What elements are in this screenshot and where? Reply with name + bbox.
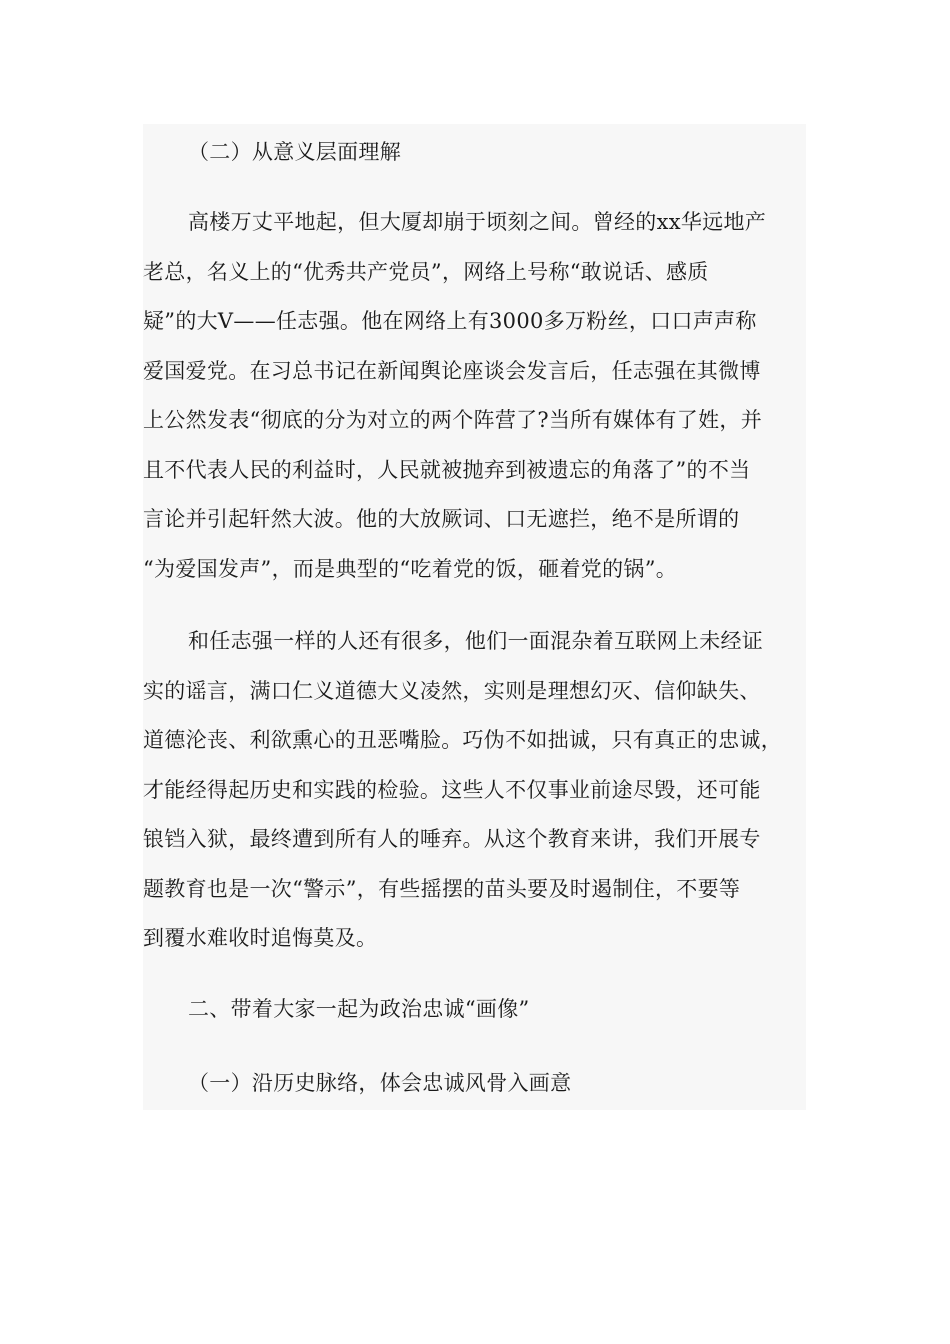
paragraph-line: 老总，名义上的“优秀共产党员”，网络上号称“敢说话、感质 — [143, 259, 709, 284]
paragraph-line: 且不代表人民的利益时，人民就被抛弃到被遗忘的角落了”的不当 — [143, 457, 751, 482]
section-heading-meaning: （二）从意义层面理解 — [188, 140, 401, 164]
paragraph-line: 才能经得起历史和实践的检验。这些人不仅事业前途尽毁，还可能 — [143, 777, 761, 802]
paragraph-line: 上公然发表“彻底的分为对立的两个阵营了?当所有媒体有了姓，并 — [143, 408, 762, 432]
subsection-heading-history: （一）沿历史脉络，体会忠诚风骨入画意 — [188, 1071, 572, 1095]
paragraph-line: “为爱国发声”，而是典型的“吃着党的饭，砸着党的锅”。 — [143, 556, 678, 581]
paragraph-warning — [143, 617, 782, 964]
paragraph-line: 实的谣言，满口仁义道德大义凌然，实则是理想幻灭、信仰缺失、 — [143, 678, 761, 703]
paragraph-line: 题教育也是一次“警示”，有些摇摆的苗头要及时遏制住，不要等 — [143, 876, 741, 901]
paragraph-line: 道德沦丧、利欲熏心的丑恶嘴脸。巧伪不如拙诚，只有真正的忠诚， — [143, 728, 782, 752]
paragraph-ren-zhiqiang — [143, 198, 766, 594]
section-heading-portrait: 二、带着大家一起为政治忠诚“画像” — [188, 997, 530, 1021]
paragraph-line: 言论并引起轩然大波。他的大放厥词、口无遮拦，绝不是所谓的 — [143, 507, 740, 531]
paragraph-line: 到覆水难收时追悔莫及。 — [143, 926, 378, 950]
paragraph-line: 疑”的大V——任志强。他在网络上有3000多万粉丝，口口声声称 — [143, 309, 757, 333]
paragraph-line: 爱国爱党。在习总书记在新闻舆论座谈会发言后，任志强在其微博 — [143, 358, 761, 383]
paragraph-line: 和任志强一样的人还有很多，他们一面混杂着互联网上未经证 — [188, 629, 764, 653]
paragraph-line: 锒铛入狱，最终遭到所有人的唾弃。从这个教育来讲，我们开展专 — [143, 827, 761, 851]
document-text-block — [143, 124, 806, 1110]
paragraph-line: 高楼万丈平地起，但大厦却崩于顷刻之间。曾经的xx华远地产 — [188, 210, 767, 234]
